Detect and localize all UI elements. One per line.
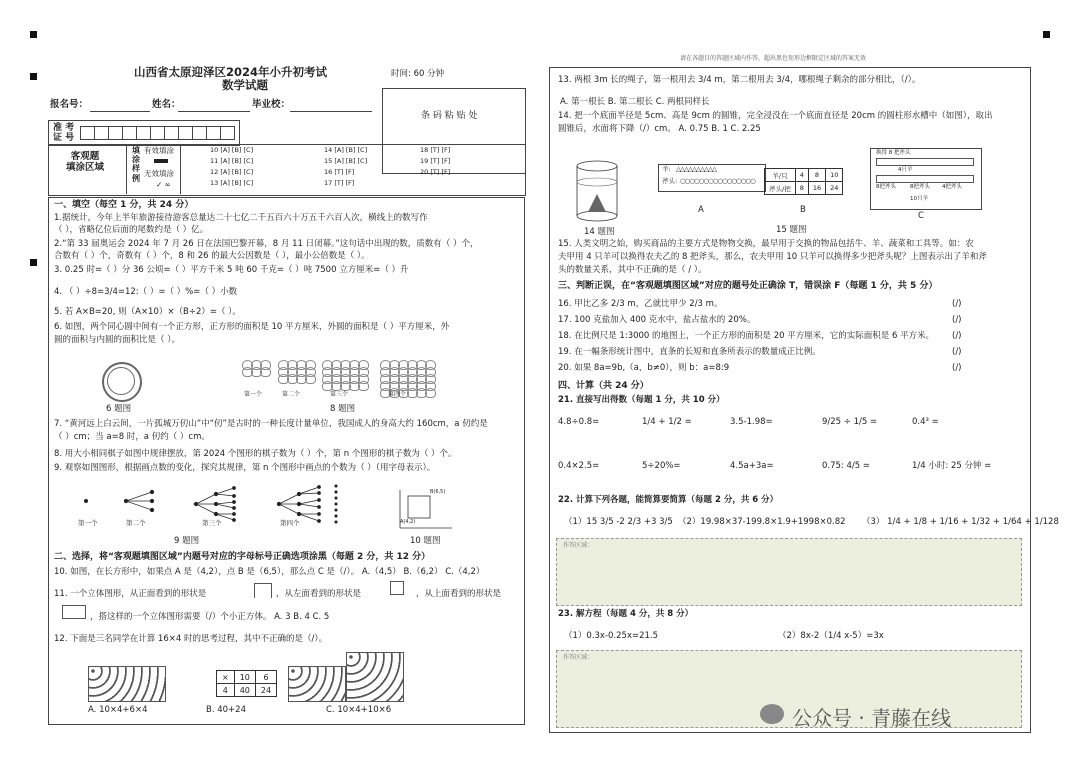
figure-6-caption: 6 题图 bbox=[106, 404, 132, 414]
table-cell: 8 bbox=[795, 182, 808, 195]
fig9-label-1: 第一个 bbox=[78, 519, 98, 527]
table-cell: 16 bbox=[808, 182, 825, 195]
cylinder-cone-figure bbox=[574, 160, 620, 224]
figure-a-label: A bbox=[698, 205, 704, 215]
question-4[interactable]: 4. （ ）÷8=3/4=12:（ ）=（ ）%=（ ）小数 bbox=[54, 287, 238, 297]
q23-answer-area[interactable] bbox=[556, 650, 1022, 728]
question-14: 14. 把一个底面半径是 5cm、高是 9cm 的圆锥，完全浸没在一个底面直径是 20cm 的圆柱形水槽中（如图），取出 bbox=[558, 111, 993, 121]
answer-bubble-row[interactable]: 15 [A] [B] [C] bbox=[324, 157, 368, 165]
calc-item[interactable]: 4.8÷0.8= bbox=[558, 417, 600, 427]
registration-mark bbox=[30, 73, 37, 80]
calc-item[interactable]: 0.75: 4/5 = bbox=[822, 461, 870, 471]
answer-bubble-row[interactable]: 19 [T] [F] bbox=[420, 157, 451, 165]
table-cell: 40 bbox=[234, 684, 255, 697]
ticket-digit-cell[interactable] bbox=[136, 126, 151, 140]
question-15-line-2: 夫甲用 4 只羊可以换得农夫乙的 8 把斧头，那么，农夫甲用 10 只羊可以换得多少把斧头呢？上图表示出了羊和斧 bbox=[558, 252, 987, 262]
figure-c-label: C bbox=[918, 211, 924, 221]
fig9-label-4: 第四个 bbox=[280, 519, 300, 527]
q22-item-3: （3） 1/4 + 1/8 + 1/16 + 1/32 + 1/64 + 1/128 bbox=[862, 517, 1059, 527]
work-area-label: 作答区域： bbox=[563, 654, 594, 661]
chess-piece bbox=[425, 388, 436, 398]
question-15-answer[interactable]: 头的数量关系，其中不正确的是（ / ）。 bbox=[558, 265, 707, 275]
figure-a-axe-label: 斧头: bbox=[662, 177, 678, 185]
question-1-blanks[interactable]: （ ），省略亿位后面的尾数约是（ ）亿。 bbox=[54, 225, 209, 235]
section-4-heading: 四、计算（共 24 分） bbox=[558, 381, 649, 391]
front-view-shape bbox=[254, 583, 272, 598]
judgement-statement: 17. 100 克盐加入 400 克水中，盐占盐水的 20%。 bbox=[558, 315, 756, 325]
ticket-digit-cell[interactable] bbox=[164, 126, 179, 140]
question-13: 13. 两根 3m 长的绳子，第一根用去 3/4 m，第二根用去 3/4，哪根绳子剩余的部分相比，（/）。 bbox=[558, 75, 921, 85]
chess-piece bbox=[260, 367, 271, 377]
figure-c-text: 8把斧头 bbox=[876, 184, 896, 190]
calc-item[interactable]: 1/4 + 1/2 = bbox=[642, 417, 692, 427]
question-6[interactable]: 6. 如图，两个同心圆中间有一个正方形，正方形的面积是 10 平方厘米，外圆的面积是（ ）平方厘米，外 bbox=[54, 322, 450, 332]
question-15: 15. 人类文明之始，购买商品的主要方式是物物交换，最早用于交换的物品包括牛、羊、蔬菜和工具等。如：农 bbox=[558, 239, 974, 249]
ticket-digit-cell[interactable] bbox=[108, 126, 123, 140]
q22-answer-area[interactable] bbox=[556, 538, 1022, 606]
table-cell: 斧头/把 bbox=[765, 182, 796, 195]
question-13-options[interactable]: A. 第一根长 B. 第二根长 C. 两根同样长 bbox=[560, 97, 710, 107]
figure-a-sheep-label: 羊: bbox=[662, 165, 671, 173]
judgement-answer[interactable]: (/) bbox=[952, 299, 962, 309]
answer-bubble-row[interactable]: 16 [T] [F] bbox=[324, 168, 355, 176]
divider bbox=[126, 144, 127, 194]
answer-bubble-row[interactable]: 14 [A] [B] [C] bbox=[324, 146, 368, 154]
reg-number-line[interactable] bbox=[90, 111, 150, 112]
q12-option-c[interactable]: C. 10×4+10×6 bbox=[326, 705, 392, 715]
section-1-heading: 一、填空（每空 1 分，共 24 分） bbox=[54, 200, 194, 210]
registration-mark bbox=[30, 259, 37, 266]
watermark-text: 公众号 · 青藤在线 bbox=[792, 706, 952, 730]
answer-bubble-row[interactable]: 17 [T] [F] bbox=[324, 179, 355, 187]
q22-item-1: （1）15 3/5 -2 2/3 +3 3/5 bbox=[564, 517, 673, 527]
question-11: 11. 一个立体图形，从正面看到的形状是 bbox=[54, 589, 207, 599]
question-7: 7. “黄河远上白云间，一片孤城万仞山”中“仞”是古时的一种长度计量单位，我国成人的身高大约 160cm，a 仞约是 bbox=[54, 419, 488, 429]
figure-c-text: 4只羊 bbox=[898, 167, 913, 173]
table-cell: 8 bbox=[808, 169, 825, 182]
figure-c-text: 换得 8 把斧头 bbox=[876, 150, 911, 156]
registration-mark bbox=[1043, 31, 1050, 38]
exam-subtitle: 数学试题 bbox=[222, 78, 268, 92]
table-cell: 24 bbox=[826, 182, 843, 195]
inner-circle-figure bbox=[107, 367, 135, 395]
judgement-answer[interactable]: (/) bbox=[952, 331, 962, 341]
judgement-answer[interactable]: (/) bbox=[952, 347, 962, 357]
divider bbox=[180, 144, 181, 194]
question-7-blanks[interactable]: （ ）cm；当 a=8 时，a 仞约（ ）cm。 bbox=[54, 432, 210, 442]
objective-fill-area bbox=[48, 144, 526, 196]
exam-time: 时间: 60 分钟 bbox=[391, 69, 445, 79]
fig9-label-3: 第三个 bbox=[202, 519, 222, 527]
question-21-heading: 21. 直接写出得数（每题 1 分，共 10 分） bbox=[558, 395, 725, 405]
q12-option-a[interactable]: A. 10×4+6×4 bbox=[88, 705, 148, 715]
fig8-label-2: 第二个 bbox=[282, 391, 301, 398]
wechat-logo-icon bbox=[760, 704, 784, 724]
ticket-digit-cell[interactable] bbox=[122, 126, 137, 140]
chess-piece bbox=[358, 381, 369, 391]
question-9[interactable]: 9. 观察如图图形，根据画点数的变化，探究其规律，第 n 个图形中画点的个数为（ ）（用字母表示）。 bbox=[54, 463, 436, 473]
judgement-statement: 16. 甲比乙多 2/3 m，乙就比甲少 2/3 m。 bbox=[558, 299, 723, 309]
table-cell: 4 bbox=[795, 169, 808, 182]
calc-item[interactable]: 0.4×2.5= bbox=[558, 461, 600, 471]
q12-option-b[interactable]: B. 40+24 bbox=[206, 705, 246, 715]
divider bbox=[48, 197, 524, 198]
calc-item[interactable]: 1/4 小时: 25 分钟 = bbox=[912, 461, 992, 471]
question-11-left-view: ，从左面看到的形状是 bbox=[276, 589, 362, 599]
figure-a-axe-row: ○○○○○○○○○○○○○○○○ bbox=[680, 177, 755, 185]
question-12: 12. 下面是三名同学在计算 16×4 时的思考过程，其中不正确的是（/）。 bbox=[54, 634, 328, 644]
top-view-shape bbox=[62, 605, 86, 619]
reg-number-label: 报名号： bbox=[50, 99, 89, 110]
ticket-digit-cell[interactable] bbox=[206, 126, 221, 140]
figure-c-text: 10只羊 bbox=[910, 196, 928, 202]
exam-page-right bbox=[549, 67, 1059, 733]
question-5[interactable]: 5. 若 A×B=20, 则（A×10）×（B÷2）=（ ）。 bbox=[54, 307, 241, 317]
figure-c-text: 8把斧头 bbox=[910, 184, 930, 190]
figure-10-caption: 10 题图 bbox=[410, 536, 441, 546]
q23-item-1: （1）0.3x-0.25x=21.5 bbox=[564, 631, 659, 641]
figure-8-caption: 8 题图 bbox=[330, 404, 356, 414]
question-2: 2.“第 33 届奥运会 2024 年 7 月 26 日在法国巴黎开幕，8 月 11 日闭幕。”这句话中出现的数，质数有（ ）个， bbox=[54, 239, 479, 249]
question-23-heading: 23. 解方程（每题 4 分，共 8 分） bbox=[558, 609, 694, 619]
question-3[interactable]: 3. 0.25 时=（ ）分 36 公顷=（ ）平方千米 5 吨 60 千克=（ ）吨 7500 立方厘米=（ ）升 bbox=[54, 265, 409, 275]
valid-fill-label: 有效填涂 bbox=[144, 146, 174, 155]
barcode-label: 条 码 粘 贴 处 bbox=[421, 111, 478, 121]
question-2-blanks[interactable]: 合数有（ ）个，奇数有（ ）个，8 和 26 的最大公因数是（ ），最小公倍数是（ ）。 bbox=[54, 251, 370, 261]
question-6-blanks[interactable]: 圆的面积与内圆的面积比是（ ）。 bbox=[54, 335, 180, 345]
q22-item-2: （2）19.98×37-199.8×1.9+1998×0.82 bbox=[678, 517, 846, 527]
calc-item[interactable]: 4.5a+3a= bbox=[730, 461, 774, 471]
question-22-heading: 22. 计算下列各题，能简算要简算（每题 2 分，共 6 分） bbox=[558, 495, 779, 505]
name-label: 姓名： bbox=[152, 99, 181, 110]
ticket-label: 准 考 证 号 bbox=[53, 123, 75, 144]
chess-piece bbox=[305, 374, 316, 384]
judgement-statement: 20. 如果 8a=9b,（a，b≠0），则 b：a=8:9 bbox=[558, 363, 730, 373]
ticket-digit-cell[interactable] bbox=[94, 126, 109, 140]
registration-mark bbox=[30, 31, 37, 38]
figure-14-caption: 14 题图 bbox=[584, 227, 615, 237]
dot-array-a bbox=[88, 666, 166, 702]
name-line[interactable] bbox=[178, 111, 250, 112]
point-a-label: A(4,2) bbox=[400, 519, 416, 525]
calc-item[interactable]: 3.5-1.98= bbox=[730, 417, 773, 427]
school-label: 毕业校： bbox=[252, 99, 291, 110]
question-14-options[interactable]: 圆锥后，水面将下降（/）cm。 A. 0.75 B. 1 C. 2.25 bbox=[558, 124, 761, 134]
question-1: 1.据统计，今年上半年旅游接待游客总量达二十七亿二千五百六十万五千六百人次，横线上的数写作 bbox=[54, 213, 428, 223]
question-8[interactable]: 8. 用大小相同棋子如图中规律摆放，第 2024 个图形的棋子数为（ ）个，第 n 个图形的棋子数为（ ）个。 bbox=[54, 449, 457, 459]
ticket-digit-cell[interactable] bbox=[220, 126, 235, 140]
section-2-heading: 二、选择，将“客观题填图区域”内题号对应的字母标号正确选项涂黑（每题 2 分，共 12 分） bbox=[54, 552, 431, 562]
school-line[interactable] bbox=[290, 111, 372, 112]
answer-area-note: 请在各题目的答题区域内作答，超出黑色矩形边框限定区域的答案无效 bbox=[680, 55, 867, 62]
judgement-statement: 19. 在一幅条形统计图中，直条的长短和直条所表示的数量成正比例。 bbox=[558, 347, 821, 357]
judgement-answer[interactable]: (/) bbox=[952, 315, 962, 325]
figure-c-bar-mid bbox=[876, 175, 974, 183]
calc-item[interactable]: 0.4³ = bbox=[912, 417, 939, 427]
table-cell: 24 bbox=[255, 684, 276, 697]
table-cell: × bbox=[217, 671, 235, 684]
dot-array-c2 bbox=[346, 652, 404, 702]
answer-bubble-row[interactable]: 13 [A] [B] [C] bbox=[210, 179, 254, 187]
fig8-label-3: 第三个 bbox=[330, 391, 349, 398]
figure-b-label: B bbox=[800, 205, 806, 215]
figure-c-text: 4把斧头 bbox=[942, 184, 962, 190]
figure-a-sheep-row: △△△△△△△△△△ bbox=[676, 165, 716, 173]
ticket-digit-cell[interactable] bbox=[192, 126, 207, 140]
fig9-label-2: 第二个 bbox=[126, 519, 146, 527]
ticket-digit-cell[interactable] bbox=[80, 126, 95, 140]
question-10: 10. 如图，在长方形中，如果点 A 是（4,2），点 B 是（6,5），那么点 C 是（/）。 A.（4,5） B.（6,2） C.（4,2） bbox=[54, 567, 485, 577]
fill-example-label: 填 涂 样 例 bbox=[132, 146, 140, 183]
ticket-digit-cell[interactable] bbox=[178, 126, 193, 140]
section-3-heading: 三、判断正误，在“客观题填图区域”对应的题号处正确涂 T，错误涂 F（每题 1 分，共 5 分） bbox=[558, 281, 938, 291]
valid-fill-sample bbox=[154, 159, 168, 163]
figure-c-bar-top bbox=[876, 158, 974, 166]
answer-bubble-row[interactable]: 12 [A] [B] [C] bbox=[210, 168, 254, 176]
answer-bubble-row[interactable]: 20 [T] [F] bbox=[420, 168, 451, 176]
figure-9-caption: 9 题图 bbox=[174, 536, 200, 546]
table-cell: 4 bbox=[217, 684, 235, 697]
ticket-digit-cell[interactable] bbox=[150, 126, 165, 140]
judgement-answer[interactable]: (/) bbox=[952, 363, 962, 373]
answer-bubble-row[interactable]: 18 [T] [F] bbox=[420, 146, 451, 154]
objective-label: 客观题 填涂区域 bbox=[66, 151, 105, 173]
table-cell: 10 bbox=[826, 169, 843, 182]
answer-bubble-row[interactable]: 10 [A] [B] [C] bbox=[210, 146, 254, 154]
figure-15-caption: 15 题图 bbox=[776, 225, 807, 235]
work-area-label: 作答区域： bbox=[563, 542, 594, 549]
table-cell: 羊/只 bbox=[765, 169, 796, 182]
left-view-shape bbox=[390, 581, 404, 595]
judgement-statement: 18. 在比例尺是 1:3000 的地图上，一个正方形的面积是 20 平方厘米，它的实际面积是 6 平方米。 bbox=[558, 331, 935, 341]
fig8-label-4: 第四个 bbox=[388, 391, 407, 398]
invalid-fill-label: 无效填涂 bbox=[144, 169, 174, 178]
exam-title: 山西省太原迎泽区2024年小升初考试 bbox=[134, 65, 328, 79]
question-11-options[interactable]: ，搭这样的一个立体图形需要（/）个小正方体。 A. 3 B. 4 C. 5 bbox=[90, 612, 330, 622]
border bbox=[524, 197, 525, 724]
fig8-label-1: 第一个 bbox=[244, 391, 263, 398]
border bbox=[48, 197, 49, 724]
multiplication-table bbox=[216, 670, 277, 697]
border bbox=[48, 724, 525, 725]
answer-bubble-row[interactable]: 11 [A] [B] [C] bbox=[210, 157, 254, 165]
table-cell: 10 bbox=[234, 671, 255, 684]
point-b-label: B(6,5) bbox=[430, 489, 446, 495]
question-11-top-view: ，从上面看到的形状是 bbox=[416, 589, 502, 599]
dot-array-c1 bbox=[288, 666, 346, 702]
figure-9-dots bbox=[74, 484, 374, 526]
figure-b-table bbox=[764, 168, 843, 195]
calc-item[interactable]: 9/25 ÷ 1/5 = bbox=[822, 417, 878, 427]
invalid-fill-sample: ✓ ∞ bbox=[156, 180, 171, 189]
q23-item-2: （2）8x-2（1/4 x-5）=3x bbox=[778, 631, 884, 641]
calc-item[interactable]: 5÷20%= bbox=[642, 461, 681, 471]
table-cell: 6 bbox=[255, 671, 276, 684]
exam-page-left bbox=[44, 60, 526, 750]
